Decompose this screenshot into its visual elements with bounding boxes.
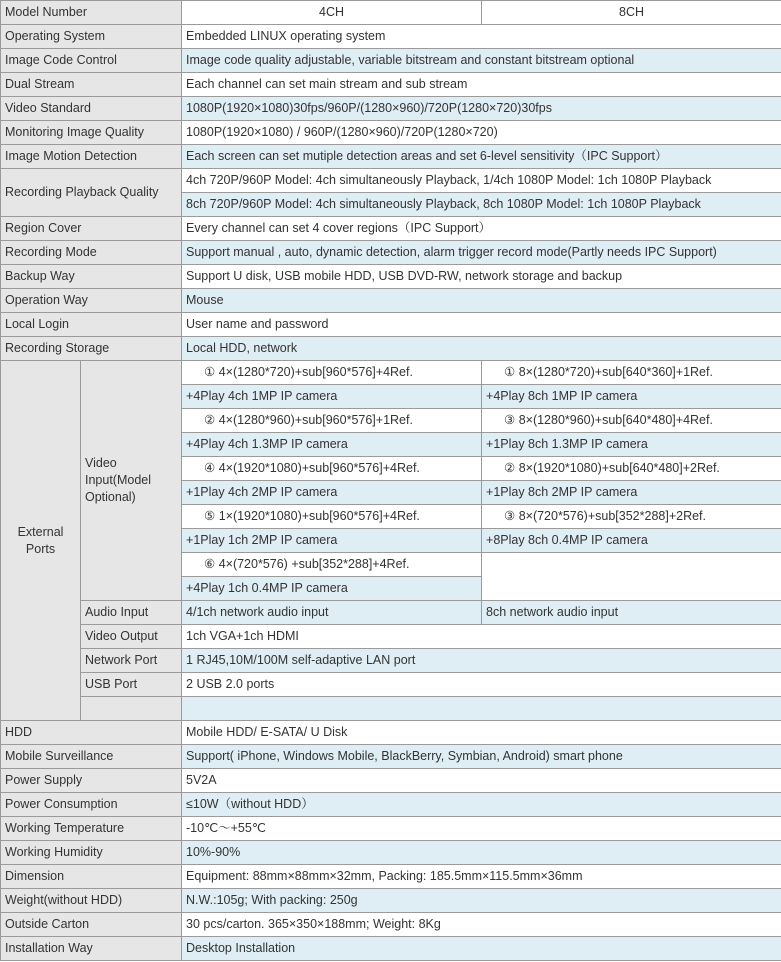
spec-value: -10℃～+55℃ (182, 817, 781, 841)
header-label: Model Number (1, 1, 182, 25)
video-input-4ch: +4Play 4ch 1.3MP IP camera (182, 433, 482, 457)
audio-input-row (1, 601, 781, 625)
audio-input-label: Audio Input (81, 601, 182, 625)
spec-label: Outside Carton (1, 913, 182, 937)
spec-value: User name and password (182, 313, 781, 337)
network-port-value: 1 RJ45,10M/100M self-adaptive LAN port (182, 649, 781, 673)
spec-label: Power Consumption (1, 793, 182, 817)
video-input-8ch: ③ 8×(1280*960)+sub[640*480]+4Ref. (482, 409, 781, 433)
video-input-8ch-empty (482, 553, 781, 601)
spec-row (1, 217, 781, 241)
spec-label: Power Supply (1, 769, 182, 793)
spec-row (1, 49, 781, 73)
spec-value: Each channel can set main stream and sub stream (182, 73, 781, 97)
spec-row (1, 289, 781, 313)
spec-label: HDD (1, 721, 182, 745)
spec-row (1, 121, 781, 145)
playback-line-8ch: 8ch 720P/960P Model: 4ch simultaneously Playback, 8ch 1080P Model: 1ch 1080P Playback (182, 193, 781, 217)
spec-label: Working Temperature (1, 817, 182, 841)
playback-line-4ch: 4ch 720P/960P Model: 4ch simultaneously Playback, 1/4ch 1080P Model: 1ch 1080P Playback (182, 169, 781, 193)
spec-row (1, 337, 781, 361)
spec-row (1, 841, 781, 865)
spec-row (1, 25, 781, 49)
video-input-8ch: ② 8×(1920*1080)+sub[640*480]+2Ref. (482, 457, 781, 481)
audio-input-8ch: 8ch network audio input (482, 601, 781, 625)
spec-label: Installation Way (1, 937, 182, 961)
video-input-4ch: ⑥ 4×(720*576) +sub[352*288]+4Ref. (182, 553, 482, 577)
playback-label: Recording Playback Quality (1, 169, 182, 217)
usb-port-label: USB Port (81, 673, 182, 697)
video-input-8ch: +4Play 8ch 1MP IP camera (482, 385, 781, 409)
spec-row (1, 145, 781, 169)
spec-label: Recording Storage (1, 337, 182, 361)
spec-value: 10%-90% (182, 841, 781, 865)
video-input-4ch: ④ 4×(1920*1080)+sub[960*576]+4Ref. (182, 457, 482, 481)
spec-value: Support( iPhone, Windows Mobile, BlackBerry, Symbian, Android) smart phone (182, 745, 781, 769)
spec-value: 5V2A (182, 769, 781, 793)
spec-row (1, 937, 781, 961)
video-input-row (1, 361, 781, 385)
spec-row (1, 265, 781, 289)
spec-label: Recording Mode (1, 241, 182, 265)
usb-port-row (1, 673, 781, 697)
external-blank-row (1, 697, 781, 721)
spec-label: Image Motion Detection (1, 145, 182, 169)
video-input-4ch: +1Play 4ch 2MP IP camera (182, 481, 482, 505)
external-ports-label: External Ports (1, 361, 81, 721)
network-port-row (1, 649, 781, 673)
spec-value: 30 pcs/carton. 365×350×188mm; Weight: 8Kg (182, 913, 781, 937)
spec-value: 1080P(1920×1080) / 960P/(1280×960)/720P(1280×720) (182, 121, 781, 145)
spec-value: Equipment: 88mm×88mm×32mm, Packing: 185.5mm×115.5mm×36mm (182, 865, 781, 889)
external-blank-value (182, 697, 781, 721)
network-port-label: Network Port (81, 649, 182, 673)
spec-value: Embedded LINUX operating system (182, 25, 781, 49)
spec-label: Weight(without HDD) (1, 889, 182, 913)
spec-row (1, 313, 781, 337)
spec-row (1, 769, 781, 793)
header-row (1, 1, 781, 25)
spec-row (1, 745, 781, 769)
spec-row (1, 889, 781, 913)
spec-label: Region Cover (1, 217, 182, 241)
video-output-value: 1ch VGA+1ch HDMI (182, 625, 781, 649)
spec-label: Video Standard (1, 97, 182, 121)
spec-row (1, 865, 781, 889)
video-input-8ch: ① 8×(1280*720)+sub[640*360]+1Ref. (482, 361, 781, 385)
external-blank-label (81, 697, 182, 721)
spec-label: Image Code Control (1, 49, 182, 73)
spec-value: 1080P(1920×1080)30fps/960P/(1280×960)/720P(1280×720)30fps (182, 97, 781, 121)
spec-label: Operation Way (1, 289, 182, 313)
video-input-4ch: ⑤ 1×(1920*1080)+sub[960*576]+4Ref. (182, 505, 482, 529)
spec-label: Dual Stream (1, 73, 182, 97)
video-input-8ch: +1Play 8ch 2MP IP camera (482, 481, 781, 505)
spec-value: ≤10W（without HDD） (182, 793, 781, 817)
video-input-8ch: +1Play 8ch 1.3MP IP camera (482, 433, 781, 457)
spec-value: Local HDD, network (182, 337, 781, 361)
spec-value: Image code quality adjustable, variable bitstream and constant bitstream optional (182, 49, 781, 73)
spec-label: Dimension (1, 865, 182, 889)
spec-value: N.W.:105g; With packing: 250g (182, 889, 781, 913)
video-input-4ch: ① 4×(1280*720)+sub[960*576]+4Ref. (182, 361, 482, 385)
spec-label: Working Humidity (1, 841, 182, 865)
header-8ch: 8CH (482, 1, 781, 25)
spec-row (1, 913, 781, 937)
spec-label: Operating System (1, 25, 182, 49)
audio-input-4ch: 4/1ch network audio input (182, 601, 482, 625)
spec-row (1, 73, 781, 97)
video-output-row (1, 625, 781, 649)
video-input-4ch: ② 4×(1280*960)+sub[960*576]+1Ref. (182, 409, 482, 433)
spec-value: Mouse (182, 289, 781, 313)
spec-row (1, 817, 781, 841)
video-input-label: Video Input(Model Optional) (81, 361, 182, 601)
spec-value: Support U disk, USB mobile HDD, USB DVD-RW, network storage and backup (182, 265, 781, 289)
spec-value: Mobile HDD/ E-SATA/ U Disk (182, 721, 781, 745)
spec-row (1, 97, 781, 121)
spec-label: Local Login (1, 313, 182, 337)
header-4ch: 4CH (182, 1, 482, 25)
spec-row (1, 241, 781, 265)
spec-label: Monitoring Image Quality (1, 121, 182, 145)
spec-row (1, 793, 781, 817)
video-output-label: Video Output (81, 625, 182, 649)
usb-port-value: 2 USB 2.0 ports (182, 673, 781, 697)
spec-label: Mobile Surveillance (1, 745, 182, 769)
video-input-4ch: +1Play 1ch 2MP IP camera (182, 529, 482, 553)
playback-row (1, 169, 781, 193)
video-input-8ch: +8Play 8ch 0.4MP IP camera (482, 529, 781, 553)
spec-label: Backup Way (1, 265, 182, 289)
spec-value: Desktop Installation (182, 937, 781, 961)
video-input-4ch: +4Play 4ch 1MP IP camera (182, 385, 482, 409)
spec-value: Each screen can set mutiple detection areas and set 6-level sensitivity（IPC Support） (182, 145, 781, 169)
spec-row (1, 721, 781, 745)
spec-value: Support manual , auto, dynamic detection, alarm trigger record mode(Partly needs IPC Support) (182, 241, 781, 265)
spec-value: Every channel can set 4 cover regions（IPC Support） (182, 217, 781, 241)
spec-table-body (1, 1, 781, 961)
video-input-4ch: +4Play 1ch 0.4MP IP camera (182, 577, 482, 601)
video-input-8ch: ③ 8×(720*576)+sub[352*288]+2Ref. (482, 505, 781, 529)
